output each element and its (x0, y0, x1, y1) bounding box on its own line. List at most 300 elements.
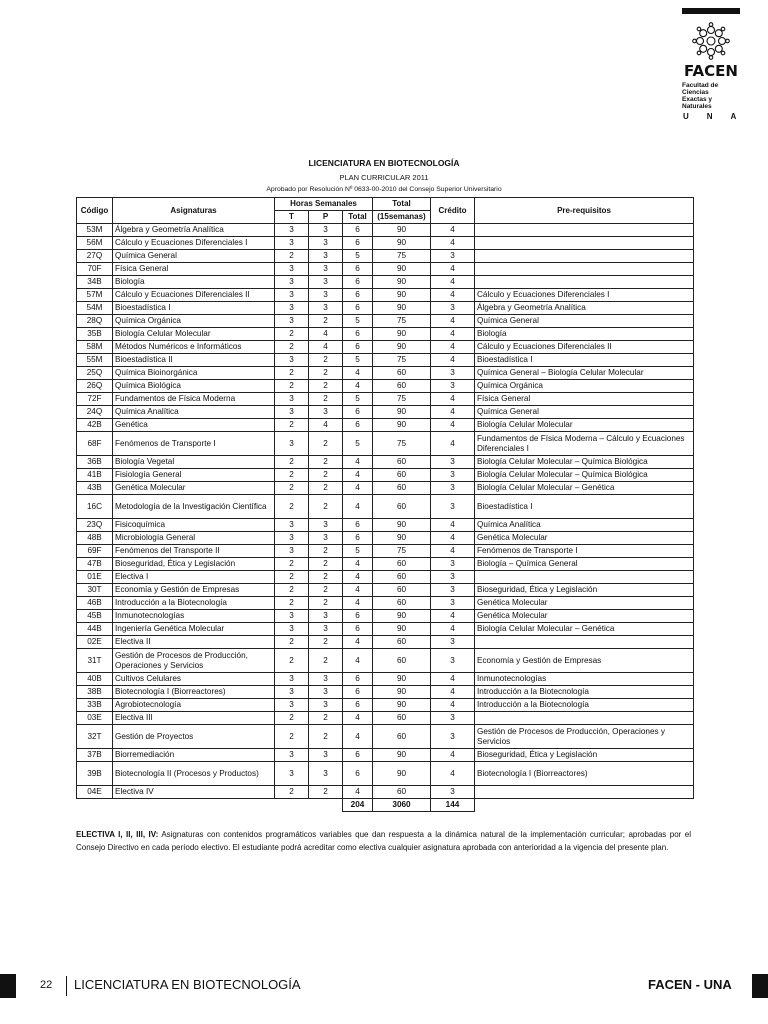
logo-subtitle-line1: Facultad de Ciencias (682, 82, 719, 96)
course-practice-hours: 3 (309, 762, 343, 786)
course-practice-hours: 4 (309, 328, 343, 341)
course-practice-hours: 2 (309, 482, 343, 495)
course-theory-hours: 3 (275, 302, 309, 315)
course-code: 54M (77, 302, 113, 315)
course-practice-hours: 3 (309, 673, 343, 686)
course-credits: 4 (431, 545, 475, 558)
course-semester-hours: 90 (373, 686, 431, 699)
course-code: 55M (77, 354, 113, 367)
course-name: Genética Molecular (113, 482, 275, 495)
course-theory-hours: 3 (275, 224, 309, 237)
course-weekly-total: 6 (343, 341, 373, 354)
course-credits: 4 (431, 519, 475, 532)
table-row (77, 406, 694, 419)
course-code: 48B (77, 532, 113, 545)
header-p: P (309, 211, 343, 224)
course-name: Biotecnología II (Procesos y Productos) (113, 762, 275, 786)
course-code: 41B (77, 469, 113, 482)
course-name: Agrobiotecnología (113, 699, 275, 712)
course-practice-hours: 3 (309, 699, 343, 712)
course-theory-hours: 2 (275, 419, 309, 432)
course-code: 27Q (77, 250, 113, 263)
course-weekly-total: 6 (343, 328, 373, 341)
course-name: Física General (113, 263, 275, 276)
course-code: 28Q (77, 315, 113, 328)
table-row (77, 315, 694, 328)
course-prerequisites: Física General (475, 393, 694, 406)
course-theory-hours: 3 (275, 354, 309, 367)
course-weekly-total: 5 (343, 250, 373, 263)
course-weekly-total: 4 (343, 636, 373, 649)
total-credits: 144 (431, 799, 475, 812)
course-prerequisites (475, 786, 694, 799)
course-credits: 3 (431, 636, 475, 649)
course-name: Química Biológica (113, 380, 275, 393)
course-semester-hours: 90 (373, 328, 431, 341)
course-practice-hours: 2 (309, 495, 343, 519)
course-code: 30T (77, 584, 113, 597)
approval-note: Aprobado por Resolución Nº 0633-00-2010 del Consejo Superior Universitario (266, 186, 502, 193)
course-weekly-total: 6 (343, 302, 373, 315)
course-credits: 4 (431, 263, 475, 276)
course-practice-hours: 2 (309, 786, 343, 799)
course-weekly-total: 6 (343, 686, 373, 699)
course-theory-hours: 3 (275, 276, 309, 289)
course-weekly-total: 5 (343, 393, 373, 406)
course-theory-hours: 3 (275, 749, 309, 762)
course-theory-hours: 2 (275, 469, 309, 482)
footer-institution: FACEN - UNA (648, 977, 732, 992)
course-semester-hours: 75 (373, 545, 431, 558)
header-weekly-hours: Horas Semanales (275, 198, 373, 211)
course-practice-hours: 2 (309, 649, 343, 673)
course-practice-hours: 3 (309, 532, 343, 545)
course-theory-hours: 3 (275, 315, 309, 328)
course-theory-hours: 3 (275, 406, 309, 419)
course-prerequisites: Biología Celular Molecular – Genética (475, 623, 694, 636)
course-credits: 4 (431, 224, 475, 237)
course-semester-hours: 90 (373, 419, 431, 432)
course-name: Gestión de Proyectos (113, 725, 275, 749)
course-prerequisites: Introducción a la Biotecnología (475, 686, 694, 699)
course-theory-hours: 3 (275, 532, 309, 545)
course-code: 39B (77, 762, 113, 786)
course-semester-hours: 75 (373, 432, 431, 456)
course-weekly-total: 4 (343, 712, 373, 725)
course-prerequisites: Química General (475, 315, 694, 328)
course-credits: 3 (431, 469, 475, 482)
totals-spacer-right (475, 799, 694, 812)
table-row (77, 380, 694, 393)
electives-note-lead: ELECTIVA I, II, III, IV: (76, 830, 159, 839)
header-code: Código (77, 198, 113, 224)
course-code: 45B (77, 610, 113, 623)
course-prerequisites (475, 263, 694, 276)
header-credit: Crédito (431, 198, 475, 224)
course-name: Electiva IV (113, 786, 275, 799)
course-semester-hours: 90 (373, 762, 431, 786)
course-semester-hours: 90 (373, 406, 431, 419)
table-row (77, 328, 694, 341)
page-number: 22 (40, 979, 53, 991)
course-name: Ingeniería Genética Molecular (113, 623, 275, 636)
course-name: Biología Celular Molecular (113, 328, 275, 341)
course-weekly-total: 6 (343, 406, 373, 419)
course-semester-hours: 75 (373, 315, 431, 328)
course-practice-hours: 4 (309, 419, 343, 432)
course-prerequisites: Economía y Gestión de Empresas (475, 649, 694, 673)
course-code: 56M (77, 237, 113, 250)
logo-subtitle-line2: Exactas y Naturales (682, 96, 712, 110)
course-practice-hours: 3 (309, 289, 343, 302)
course-name: Fisicoquímica (113, 519, 275, 532)
logo-subtitle (682, 82, 740, 110)
course-weekly-total: 4 (343, 367, 373, 380)
logo-una: UNA (683, 112, 755, 121)
table-row (77, 786, 694, 799)
course-credits: 4 (431, 623, 475, 636)
course-theory-hours: 3 (275, 623, 309, 636)
table-row (77, 610, 694, 623)
course-name: Biorremediación (113, 749, 275, 762)
document-subtitle: PLAN CURRICULAR 2011 (339, 173, 429, 182)
course-theory-hours: 3 (275, 545, 309, 558)
footer-divider (66, 976, 67, 996)
course-theory-hours: 3 (275, 673, 309, 686)
course-theory-hours: 3 (275, 432, 309, 456)
table-row (77, 419, 694, 432)
course-semester-hours: 60 (373, 495, 431, 519)
course-semester-hours: 60 (373, 636, 431, 649)
course-prerequisites: Cálculo y Ecuaciones Diferenciales I (475, 289, 694, 302)
course-weekly-total: 6 (343, 762, 373, 786)
course-semester-hours: 90 (373, 263, 431, 276)
course-prerequisites: Bioestadística I (475, 495, 694, 519)
course-name: Electiva II (113, 636, 275, 649)
course-name: Gestión de Procesos de Producción, Operaciones y Servicios (113, 649, 275, 673)
course-semester-hours: 90 (373, 341, 431, 354)
course-credits: 4 (431, 341, 475, 354)
course-practice-hours: 3 (309, 519, 343, 532)
course-practice-hours: 2 (309, 393, 343, 406)
course-prerequisites: Biología (475, 328, 694, 341)
course-credits: 4 (431, 610, 475, 623)
course-prerequisites: Genética Molecular (475, 610, 694, 623)
course-practice-hours: 2 (309, 712, 343, 725)
table-row (77, 237, 694, 250)
course-name: Fenómenos de Transporte I (113, 432, 275, 456)
course-prerequisites (475, 237, 694, 250)
course-name: Economía y Gestión de Empresas (113, 584, 275, 597)
course-weekly-total: 4 (343, 495, 373, 519)
course-code: 34B (77, 276, 113, 289)
table-row (77, 224, 694, 237)
course-theory-hours: 2 (275, 482, 309, 495)
course-practice-hours: 2 (309, 469, 343, 482)
course-name: Cálculo y Ecuaciones Diferenciales II (113, 289, 275, 302)
facen-logo (682, 22, 755, 121)
page-footer (0, 974, 768, 998)
course-practice-hours: 3 (309, 623, 343, 636)
table-row (77, 762, 694, 786)
course-practice-hours: 3 (309, 224, 343, 237)
table-row (77, 597, 694, 610)
course-code: 46B (77, 597, 113, 610)
course-code: 01E (77, 571, 113, 584)
table-row (77, 686, 694, 699)
course-theory-hours: 3 (275, 237, 309, 250)
course-semester-hours: 60 (373, 725, 431, 749)
course-theory-hours: 2 (275, 712, 309, 725)
course-weekly-total: 6 (343, 276, 373, 289)
course-name: Química Analítica (113, 406, 275, 419)
course-semester-hours: 60 (373, 649, 431, 673)
course-name: Química Orgánica (113, 315, 275, 328)
table-row (77, 623, 694, 636)
course-weekly-total: 4 (343, 725, 373, 749)
logo-emblem-icon (692, 22, 730, 60)
course-credits: 4 (431, 315, 475, 328)
course-credits: 3 (431, 250, 475, 263)
course-name: Álgebra y Geometría Analítica (113, 224, 275, 237)
course-credits: 3 (431, 712, 475, 725)
course-weekly-total: 6 (343, 749, 373, 762)
table-row (77, 532, 694, 545)
course-theory-hours: 2 (275, 571, 309, 584)
course-practice-hours: 2 (309, 584, 343, 597)
course-weekly-total: 6 (343, 519, 373, 532)
totals-row (77, 799, 694, 812)
header-total-hours: Total (373, 198, 431, 211)
course-name: Introducción a la Biotecnología (113, 597, 275, 610)
course-credits: 3 (431, 495, 475, 519)
table-row (77, 545, 694, 558)
course-code: 38B (77, 686, 113, 699)
course-practice-hours: 2 (309, 545, 343, 558)
course-semester-hours: 60 (373, 558, 431, 571)
table-row (77, 393, 694, 406)
course-code: 03E (77, 712, 113, 725)
course-credits: 3 (431, 571, 475, 584)
course-semester-hours: 90 (373, 302, 431, 315)
course-practice-hours: 3 (309, 302, 343, 315)
course-weekly-total: 5 (343, 432, 373, 456)
course-semester-hours: 60 (373, 367, 431, 380)
course-practice-hours: 2 (309, 725, 343, 749)
course-name: Bioestadística II (113, 354, 275, 367)
course-theory-hours: 3 (275, 263, 309, 276)
course-weekly-total: 4 (343, 558, 373, 571)
course-theory-hours: 2 (275, 328, 309, 341)
course-practice-hours: 2 (309, 558, 343, 571)
header-15-weeks: (15semanas) (373, 211, 431, 224)
course-code: 37B (77, 749, 113, 762)
course-prerequisites: Biología Celular Molecular – Química Biológica (475, 456, 694, 469)
course-prerequisites: Biotecnología I (Biorreactores) (475, 762, 694, 786)
course-weekly-total: 5 (343, 315, 373, 328)
course-weekly-total: 4 (343, 380, 373, 393)
table-row (77, 584, 694, 597)
course-practice-hours: 3 (309, 406, 343, 419)
course-semester-hours: 90 (373, 519, 431, 532)
course-prerequisites: Fenómenos de Transporte I (475, 545, 694, 558)
course-practice-hours: 2 (309, 380, 343, 393)
course-prerequisites (475, 250, 694, 263)
course-prerequisites: Química General (475, 406, 694, 419)
course-code: 53M (77, 224, 113, 237)
course-name: Genética (113, 419, 275, 432)
course-code: 24Q (77, 406, 113, 419)
course-weekly-total: 6 (343, 532, 373, 545)
course-code: 31T (77, 649, 113, 673)
course-prerequisites: Biología Celular Molecular (475, 419, 694, 432)
course-name: Fundamentos de Física Moderna (113, 393, 275, 406)
course-practice-hours: 2 (309, 354, 343, 367)
course-theory-hours: 3 (275, 289, 309, 302)
course-credits: 4 (431, 393, 475, 406)
course-name: Biología Vegetal (113, 456, 275, 469)
course-code: 57M (77, 289, 113, 302)
course-weekly-total: 4 (343, 469, 373, 482)
course-practice-hours: 3 (309, 686, 343, 699)
course-weekly-total: 4 (343, 584, 373, 597)
footer-bar-right (752, 974, 768, 998)
course-credits: 4 (431, 762, 475, 786)
course-semester-hours: 90 (373, 237, 431, 250)
course-prerequisites: Genética Molecular (475, 532, 694, 545)
course-theory-hours: 3 (275, 519, 309, 532)
course-semester-hours: 90 (373, 289, 431, 302)
course-semester-hours: 90 (373, 673, 431, 686)
document-title: LICENCIATURA EN BIOTECNOLOGÍA (308, 158, 460, 168)
course-practice-hours: 3 (309, 263, 343, 276)
course-name: Fenómenos del Transporte II (113, 545, 275, 558)
course-code: 35B (77, 328, 113, 341)
course-semester-hours: 90 (373, 532, 431, 545)
course-theory-hours: 2 (275, 367, 309, 380)
course-code: 02E (77, 636, 113, 649)
course-name: Métodos Numéricos e Informáticos (113, 341, 275, 354)
course-practice-hours: 3 (309, 610, 343, 623)
course-weekly-total: 5 (343, 545, 373, 558)
course-practice-hours: 2 (309, 315, 343, 328)
course-semester-hours: 90 (373, 699, 431, 712)
header-subject: Asignaturas (113, 198, 275, 224)
course-practice-hours: 2 (309, 432, 343, 456)
course-credits: 3 (431, 302, 475, 315)
course-theory-hours: 3 (275, 393, 309, 406)
course-theory-hours: 2 (275, 456, 309, 469)
course-weekly-total: 6 (343, 610, 373, 623)
course-weekly-total: 6 (343, 224, 373, 237)
course-prerequisites: Bioseguridad, Ética y Legislación (475, 749, 694, 762)
course-practice-hours: 2 (309, 571, 343, 584)
course-theory-hours: 2 (275, 636, 309, 649)
course-practice-hours: 3 (309, 250, 343, 263)
course-weekly-total: 4 (343, 571, 373, 584)
course-weekly-total: 4 (343, 786, 373, 799)
footer-bar-left (0, 974, 16, 998)
course-name: Cultivos Celulares (113, 673, 275, 686)
course-name: Biología (113, 276, 275, 289)
course-semester-hours: 75 (373, 393, 431, 406)
course-semester-hours: 60 (373, 712, 431, 725)
course-credits: 3 (431, 456, 475, 469)
course-practice-hours: 2 (309, 367, 343, 380)
course-credits: 3 (431, 584, 475, 597)
course-code: 44B (77, 623, 113, 636)
course-credits: 4 (431, 406, 475, 419)
course-code: 36B (77, 456, 113, 469)
table-row (77, 469, 694, 482)
course-code: 40B (77, 673, 113, 686)
header-t: T (275, 211, 309, 224)
course-semester-hours: 90 (373, 623, 431, 636)
course-credits: 4 (431, 749, 475, 762)
course-credits: 4 (431, 532, 475, 545)
course-name: Fisiología General (113, 469, 275, 482)
course-weekly-total: 6 (343, 699, 373, 712)
course-credits: 4 (431, 432, 475, 456)
course-prerequisites: Álgebra y Geometría Analítica (475, 302, 694, 315)
course-weekly-total: 6 (343, 289, 373, 302)
footer-title: LICENCIATURA EN BIOTECNOLOGÍA (74, 977, 301, 992)
course-name: Microbiología General (113, 532, 275, 545)
table-row (77, 495, 694, 519)
total-hours: 3060 (373, 799, 431, 812)
course-credits: 4 (431, 673, 475, 686)
course-semester-hours: 60 (373, 380, 431, 393)
course-weekly-total: 6 (343, 237, 373, 250)
course-prerequisites: Cálculo y Ecuaciones Diferenciales II (475, 341, 694, 354)
table-row (77, 519, 694, 532)
course-semester-hours: 60 (373, 456, 431, 469)
course-weekly-total: 5 (343, 354, 373, 367)
course-code: 32T (77, 725, 113, 749)
course-code: 72F (77, 393, 113, 406)
table-row (77, 673, 694, 686)
course-name: Bioseguridad, Ética y Legislación (113, 558, 275, 571)
course-credits: 4 (431, 699, 475, 712)
table-row (77, 341, 694, 354)
course-code: 23Q (77, 519, 113, 532)
course-semester-hours: 60 (373, 786, 431, 799)
course-prerequisites (475, 224, 694, 237)
course-theory-hours: 3 (275, 610, 309, 623)
course-theory-hours: 3 (275, 699, 309, 712)
course-semester-hours: 75 (373, 354, 431, 367)
table-row (77, 636, 694, 649)
course-theory-hours: 2 (275, 649, 309, 673)
course-prerequisites: Bioestadística I (475, 354, 694, 367)
course-theory-hours: 2 (275, 725, 309, 749)
course-theory-hours: 2 (275, 495, 309, 519)
course-credits: 4 (431, 686, 475, 699)
course-credits: 3 (431, 482, 475, 495)
header-total: Total (343, 211, 373, 224)
course-name: Inmunotecnologías (113, 610, 275, 623)
course-practice-hours: 3 (309, 749, 343, 762)
course-theory-hours: 2 (275, 584, 309, 597)
course-credits: 3 (431, 649, 475, 673)
course-practice-hours: 2 (309, 636, 343, 649)
course-code: 26Q (77, 380, 113, 393)
table-row (77, 456, 694, 469)
course-weekly-total: 4 (343, 456, 373, 469)
course-code: 43B (77, 482, 113, 495)
course-credits: 3 (431, 597, 475, 610)
course-semester-hours: 75 (373, 250, 431, 263)
